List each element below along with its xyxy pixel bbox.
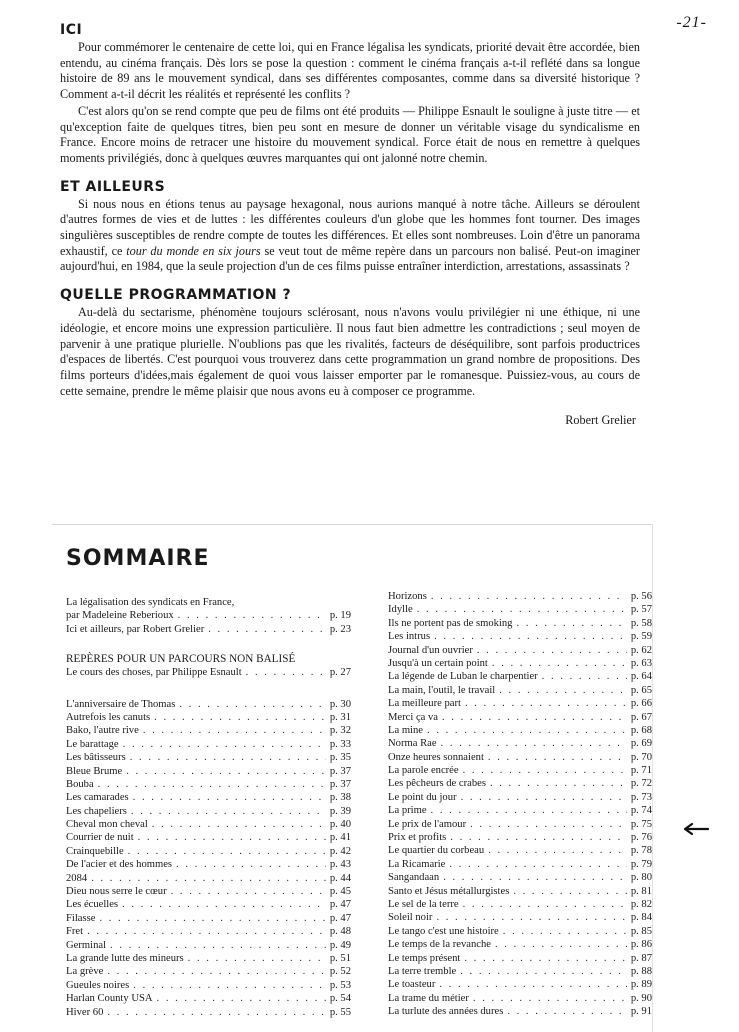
toc-title: Idylle [388, 604, 413, 616]
leader-dots [126, 765, 326, 778]
leader-dots [128, 845, 326, 858]
toc-title: Le temps présent [388, 952, 461, 964]
toc-entry [388, 737, 652, 750]
toc-entry [66, 952, 351, 965]
toc-page: p. 81 [630, 885, 652, 897]
section-heading-et-ailleurs: ET AILLEURS [60, 178, 166, 195]
leader-dots [91, 872, 326, 885]
toc-entry [66, 992, 351, 1005]
leader-dots [488, 844, 627, 857]
toc-entry [66, 724, 351, 737]
leader-dots [122, 898, 326, 911]
leader-dots [178, 609, 326, 622]
toc-title: La meilleure part [388, 698, 461, 710]
toc-entry [66, 623, 351, 636]
toc-entry [388, 751, 652, 764]
divider [652, 524, 653, 1032]
toc-page: p. 33 [329, 738, 351, 750]
toc-page: p. 38 [329, 792, 351, 804]
paragraph-text: se veut tout de même repère dans un parcours non balisé. Peut-on imaginer aujourd'hui, en 1984, que la seule projection d'un de ces films puisse entraîner interdiction, arrestations, assassinats ? [60, 243, 640, 274]
page-number: -21- [676, 14, 707, 31]
toc-title: La main, l'outil, le travail [388, 684, 496, 696]
toc-title: Dieu nous serre le cœur [66, 886, 167, 898]
toc-title: Jusqu'à un certain point [388, 657, 488, 669]
editorial [60, 22, 640, 428]
leader-dots [463, 898, 627, 911]
toc-page: p. 89 [630, 979, 652, 991]
toc-page: p. 49 [329, 939, 351, 951]
toc-entry [388, 992, 652, 1005]
leader-dots [176, 858, 326, 871]
toc-entry [388, 978, 652, 991]
toc-page: p. 35 [329, 752, 351, 764]
leader-dots [188, 952, 326, 965]
toc-page: p. 79 [630, 858, 652, 870]
toc-entry [66, 939, 351, 952]
leader-dots [449, 858, 626, 871]
leader-dots [431, 804, 627, 817]
toc-title: La mine [388, 724, 424, 736]
toc-title: De l'acier et des hommes [66, 859, 173, 871]
toc-entry [388, 844, 652, 857]
toc-entry [66, 925, 351, 938]
toc-entry [388, 818, 652, 831]
leader-dots [246, 666, 326, 679]
toc-entry [388, 791, 652, 804]
leader-dots [503, 925, 627, 938]
leader-dots [463, 764, 627, 777]
leader-dots [138, 831, 326, 844]
toc-right-column [388, 590, 652, 1019]
leader-dots [130, 751, 326, 764]
toc-page: p. 56 [630, 591, 652, 602]
leader-dots [516, 617, 626, 630]
leader-dots [461, 791, 627, 804]
toc-entry [388, 764, 652, 777]
leader-dots [152, 818, 326, 831]
toc-title: Crainquebille [66, 845, 124, 857]
paragraph-text: Si nous nous en étions tenus au paysage hexagonal, nous aurions manqué à notre tâche. Ailleurs se déroulent d'autres formes de vies et de luttes : les différentes couleurs d'un globe que les hommes font tourner. Des images singulières susceptibles de rendre compte de toutes les différences. Et elles sont nombreuses. Loin d'être un panorama exhaustif, ce [60, 196, 640, 258]
leader-dots [436, 911, 626, 924]
leader-dots [490, 777, 627, 790]
toc-page: p. 54 [329, 993, 351, 1005]
toc-entry [388, 885, 652, 898]
toc-title: Bouba [66, 778, 94, 790]
toc-entry [66, 698, 351, 711]
toc-title: Le point du jour [388, 791, 457, 803]
toc-page: p. 37 [329, 765, 351, 777]
toc-title: Le tango c'est une histoire [388, 925, 499, 937]
toc-entry [388, 777, 652, 790]
toc-title: Le barattage [66, 738, 119, 750]
leader-dots [131, 805, 326, 818]
toc-entry [66, 979, 351, 992]
toc-title: Soleil noir [388, 912, 433, 924]
leader-dots [107, 1006, 325, 1019]
toc-entry [388, 804, 652, 817]
leader-dots [427, 724, 627, 737]
leader-dots [499, 684, 627, 697]
toc-page: p. 19 [329, 610, 351, 622]
leader-dots [464, 952, 626, 965]
toc-title: Hiver 60 [66, 1006, 104, 1018]
toc-title: Prix et profits [388, 832, 447, 844]
leader-dots [473, 992, 627, 1005]
section-heading-quelle-programmation: QUELLE PROGRAMMATION ? [60, 287, 292, 304]
toc-page: p. 86 [630, 939, 652, 951]
toc-page: p. 63 [630, 657, 652, 669]
italic-text: tour du monde en six jours [126, 243, 261, 258]
toc-page: p. 82 [630, 898, 652, 910]
leader-dots [123, 738, 326, 751]
toc-title: 2084 [66, 872, 88, 884]
toc-entry [66, 609, 351, 622]
leader-dots [99, 912, 325, 925]
toc-entry [388, 925, 652, 938]
toc-title: Les bâtisseurs [66, 752, 126, 764]
toc-entry [66, 711, 351, 724]
toc-page: p. 80 [630, 872, 652, 884]
toc-page: p. 59 [630, 631, 652, 643]
leader-dots [434, 630, 627, 643]
toc-page: p. 48 [329, 926, 351, 938]
toc-entry [66, 845, 351, 858]
toc-title: Santo et Jésus métallurgistes [388, 885, 510, 897]
toc-title: Sangandaan [388, 872, 440, 884]
toc-title: Les pêcheurs de crabes [388, 778, 486, 790]
toc-title: Autrefois les canuts [66, 711, 151, 723]
toc-page: p. 69 [630, 738, 652, 750]
toc-entry [66, 805, 351, 818]
toc-page: p. 44 [329, 872, 351, 884]
toc-page: p. 47 [329, 899, 351, 911]
toc-entry [388, 831, 652, 844]
section-heading-ici: ICI [60, 22, 83, 38]
leader-dots [460, 965, 627, 978]
toc-page: p. 53 [329, 979, 351, 991]
toc-title: Ils ne portent pas de smoking [388, 617, 513, 629]
toc-page: p. 27 [329, 667, 351, 679]
toc-entry [66, 751, 351, 764]
toc-page: p. 58 [630, 617, 652, 629]
toc-page: p. 72 [630, 778, 652, 790]
toc-page: p. 84 [630, 912, 652, 924]
leader-dots [143, 724, 326, 737]
toc-title: La terre tremble [388, 965, 457, 977]
toc-title: Filasse [66, 912, 96, 924]
toc-title: Norma Rae [388, 738, 437, 750]
toc-entry [388, 1005, 652, 1018]
toc-title: Les camarades [66, 792, 129, 804]
toc-title: par Madeleine Reberioux [66, 610, 174, 622]
leader-dots [492, 657, 627, 670]
toc-entry [388, 657, 652, 670]
toc-title: Le quartier du corbeau [388, 845, 485, 857]
toc-page: p. 70 [630, 751, 652, 763]
toc-entry [388, 911, 652, 924]
toc-page: p. 51 [329, 952, 351, 964]
leader-dots [442, 711, 627, 724]
toc-title: Les chapeliers [66, 805, 127, 817]
toc-page: p. 52 [329, 966, 351, 978]
toc-page: p. 41 [329, 832, 351, 844]
toc-entry [66, 898, 351, 911]
leader-dots [154, 711, 326, 724]
leader-dots [488, 751, 627, 764]
toc-title: Ici et ailleurs, par Robert Grelier [66, 623, 205, 635]
toc-title: Journal d'un ouvrier [388, 644, 473, 656]
toc-entry [66, 831, 351, 844]
paragraph: Au-delà du sectarisme, phénomène toujours sclérosant, nous n'avons voulu privilégier ni une éthique, ni une idéologie, et encore moins une expression particulière. Il nous faut bien admettre les contradictions ; seul moyen de parvenir à une pratique plurielle. N'oublions pas que les rivalités, facteurs de déséquilibre, sont parfois productrices d'espaces de libertés. C'est pourquoi vous trouverez dans cette programmation un grand nombre de propositions. Des films porteurs d'idées,mais également de quoi vous laisser emporter par le romanesque. Puissiez-vous, au cours de cette semaine, prendre le même plaisir que nous avons eu à composer ce programme. [60, 305, 640, 398]
leader-dots [110, 939, 326, 952]
toc-page: p. 90 [630, 992, 652, 1004]
toc-title: Les intrus [388, 631, 431, 643]
toc-title: Harlan County USA [66, 993, 153, 1005]
leader-dots [87, 925, 326, 938]
leader-dots [98, 778, 326, 791]
leader-dots [450, 831, 627, 844]
toc-page: p. 91 [630, 1006, 652, 1018]
toc-page: p. 78 [630, 845, 652, 857]
toc-entry [388, 603, 652, 616]
leader-dots [439, 978, 626, 991]
toc-title: Gueules noires [66, 979, 130, 991]
paragraph: C'est alors qu'on se rend compte que peu de films ont été produits — Philippe Esnault le souligne à juste titre — et qu'exception faite de quelques titres, bien peu sont en mesure de donner un véritable visage du syndicalisme en France. Encore moins de retracer une histoire du mouvement syndical. Force était de nous en remettre à quelques moments privilégiés, donc à quelques œuvres marquantes qui ont jalonné notre chemin. [60, 103, 640, 165]
toc-title: La prime [388, 805, 427, 817]
toc-entry [66, 765, 351, 778]
toc-entry [388, 871, 652, 884]
toc-entry [66, 872, 351, 885]
leader-dots [133, 979, 326, 992]
toc-title: Bako, l'autre rive [66, 725, 139, 737]
leader-dots [507, 1005, 627, 1018]
leader-dots [477, 644, 627, 657]
toc-page: p. 71 [630, 765, 652, 777]
toc-page: p. 45 [329, 886, 351, 898]
toc-page: p. 57 [630, 604, 652, 616]
leader-dots [513, 885, 626, 898]
toc-title: Onze heures sonnaient [388, 751, 484, 763]
toc-title: Le sel de la terre [388, 898, 459, 910]
toc-page: p. 40 [329, 819, 351, 831]
toc-page: p. 39 [329, 805, 351, 817]
toc-entry [388, 590, 652, 603]
toc-page: p. 67 [630, 711, 652, 723]
divider [52, 524, 652, 525]
toc-entry [66, 965, 351, 978]
paragraph: Pour commémorer le centenaire de cette loi, qui en France légalisa les syndicats, priorité devait être accordée, bien entendu, au cinéma français. Dès lors se pose la question : comment le cinéma français a-t-il reflété dans sa longue histoire de 89 ans le mouvement syndical, dans ses différentes composantes, comme dans sa diversité historique ? Comment a-t-il décrit les réalités et représenté les conflits ? [60, 40, 640, 102]
leader-dots [179, 698, 325, 711]
toc-title: Le toasteur [388, 979, 436, 991]
toc-page: p. 55 [329, 1006, 351, 1018]
toc-entry [66, 791, 351, 804]
leader-dots [157, 992, 326, 1005]
sommaire-title: SOMMAIRE [66, 546, 210, 571]
toc-page: p. 62 [630, 644, 652, 656]
toc-page: p. 75 [630, 818, 652, 830]
toc-entry [66, 1006, 351, 1019]
toc-page: p. 74 [630, 805, 652, 817]
toc-title: La grande lutte des mineurs [66, 952, 184, 964]
toc-film-list-right [388, 590, 652, 1019]
toc-entry [388, 630, 652, 643]
toc-page: p. 47 [329, 912, 351, 924]
toc-entry [388, 644, 652, 657]
toc-page: p. 73 [630, 791, 652, 803]
toc-entry [66, 738, 351, 751]
toc-page: p. 30 [329, 698, 351, 710]
hand-drawn-arrow-icon [683, 822, 709, 836]
toc-page: p. 66 [630, 698, 652, 710]
toc-entry-line: La légalisation des syndicats en France, [66, 597, 235, 608]
leader-dots [208, 623, 326, 636]
toc-entry [66, 912, 351, 925]
toc-title: La Ricamarie [388, 858, 446, 870]
leader-dots [441, 737, 627, 750]
leader-dots [417, 603, 627, 616]
toc-entry [388, 938, 652, 951]
toc-entry [388, 697, 652, 710]
toc-title: Le cours des choses, par Philippe Esnault [66, 667, 242, 679]
toc-title: Cheval mon cheval [66, 819, 148, 831]
toc-page: p. 88 [630, 965, 652, 977]
toc-title: La turlute des années dures [388, 1006, 504, 1018]
toc-title: Courrier de nuit [66, 832, 134, 844]
leader-dots [495, 938, 627, 951]
toc-title: La grève [66, 966, 104, 978]
toc-title: Merci ça va [388, 711, 438, 723]
leader-dots [431, 590, 627, 603]
toc-entry [388, 858, 652, 871]
leader-dots [470, 818, 627, 831]
toc-page: p. 65 [630, 684, 652, 696]
toc-left-column [66, 596, 351, 1019]
toc-page: p. 64 [630, 671, 652, 683]
toc-entry [66, 858, 351, 871]
toc-entry [388, 670, 652, 683]
toc-entry [66, 666, 351, 679]
signature: Robert Grelier [565, 413, 636, 428]
paragraph [60, 197, 640, 276]
toc-page: p. 31 [329, 711, 351, 723]
toc-entry [66, 818, 351, 831]
toc-title: Les écuelles [66, 899, 119, 911]
toc-title: Horizons [388, 591, 427, 602]
leader-dots [107, 965, 325, 978]
toc-film-list-left [66, 698, 351, 1019]
toc-entry [388, 965, 652, 978]
leader-dots [133, 791, 326, 804]
toc-entry [388, 684, 652, 697]
toc-page: p. 43 [329, 859, 351, 871]
toc-page: p. 68 [630, 724, 652, 736]
toc-page: p. 23 [329, 623, 351, 635]
toc-page: p. 37 [329, 778, 351, 790]
toc-entry [388, 952, 652, 965]
leader-dots [465, 697, 627, 710]
toc-entry [388, 898, 652, 911]
toc-entry [66, 778, 351, 791]
toc-entry [388, 617, 652, 630]
toc-entry [66, 885, 351, 898]
leader-dots [171, 885, 326, 898]
toc-page: p. 85 [630, 925, 652, 937]
toc-title: Germinal [66, 939, 107, 951]
toc-title: Bleue Brume [66, 765, 123, 777]
toc-entry [388, 724, 652, 737]
toc-title: Fret [66, 926, 84, 938]
toc-title: Le temps de la revanche [388, 939, 491, 951]
toc-title: L'anniversaire de Thomas [66, 698, 176, 710]
leader-dots [443, 871, 627, 884]
toc-title: La parole encrée [388, 765, 459, 777]
toc-title: Le prix de l'amour [388, 818, 467, 830]
toc-page: p. 87 [630, 952, 652, 964]
toc-page: p. 32 [329, 725, 351, 737]
toc-entry [388, 711, 652, 724]
leader-dots [542, 670, 627, 683]
toc-title: La trame du métier [388, 992, 469, 1004]
toc-title: La légende de Luban le charpentier [388, 671, 538, 683]
reperes-heading: REPÈRES POUR UN PARCOURS NON BALISÉ [66, 653, 296, 666]
toc-page: p. 42 [329, 845, 351, 857]
toc-page: p. 76 [630, 832, 652, 844]
